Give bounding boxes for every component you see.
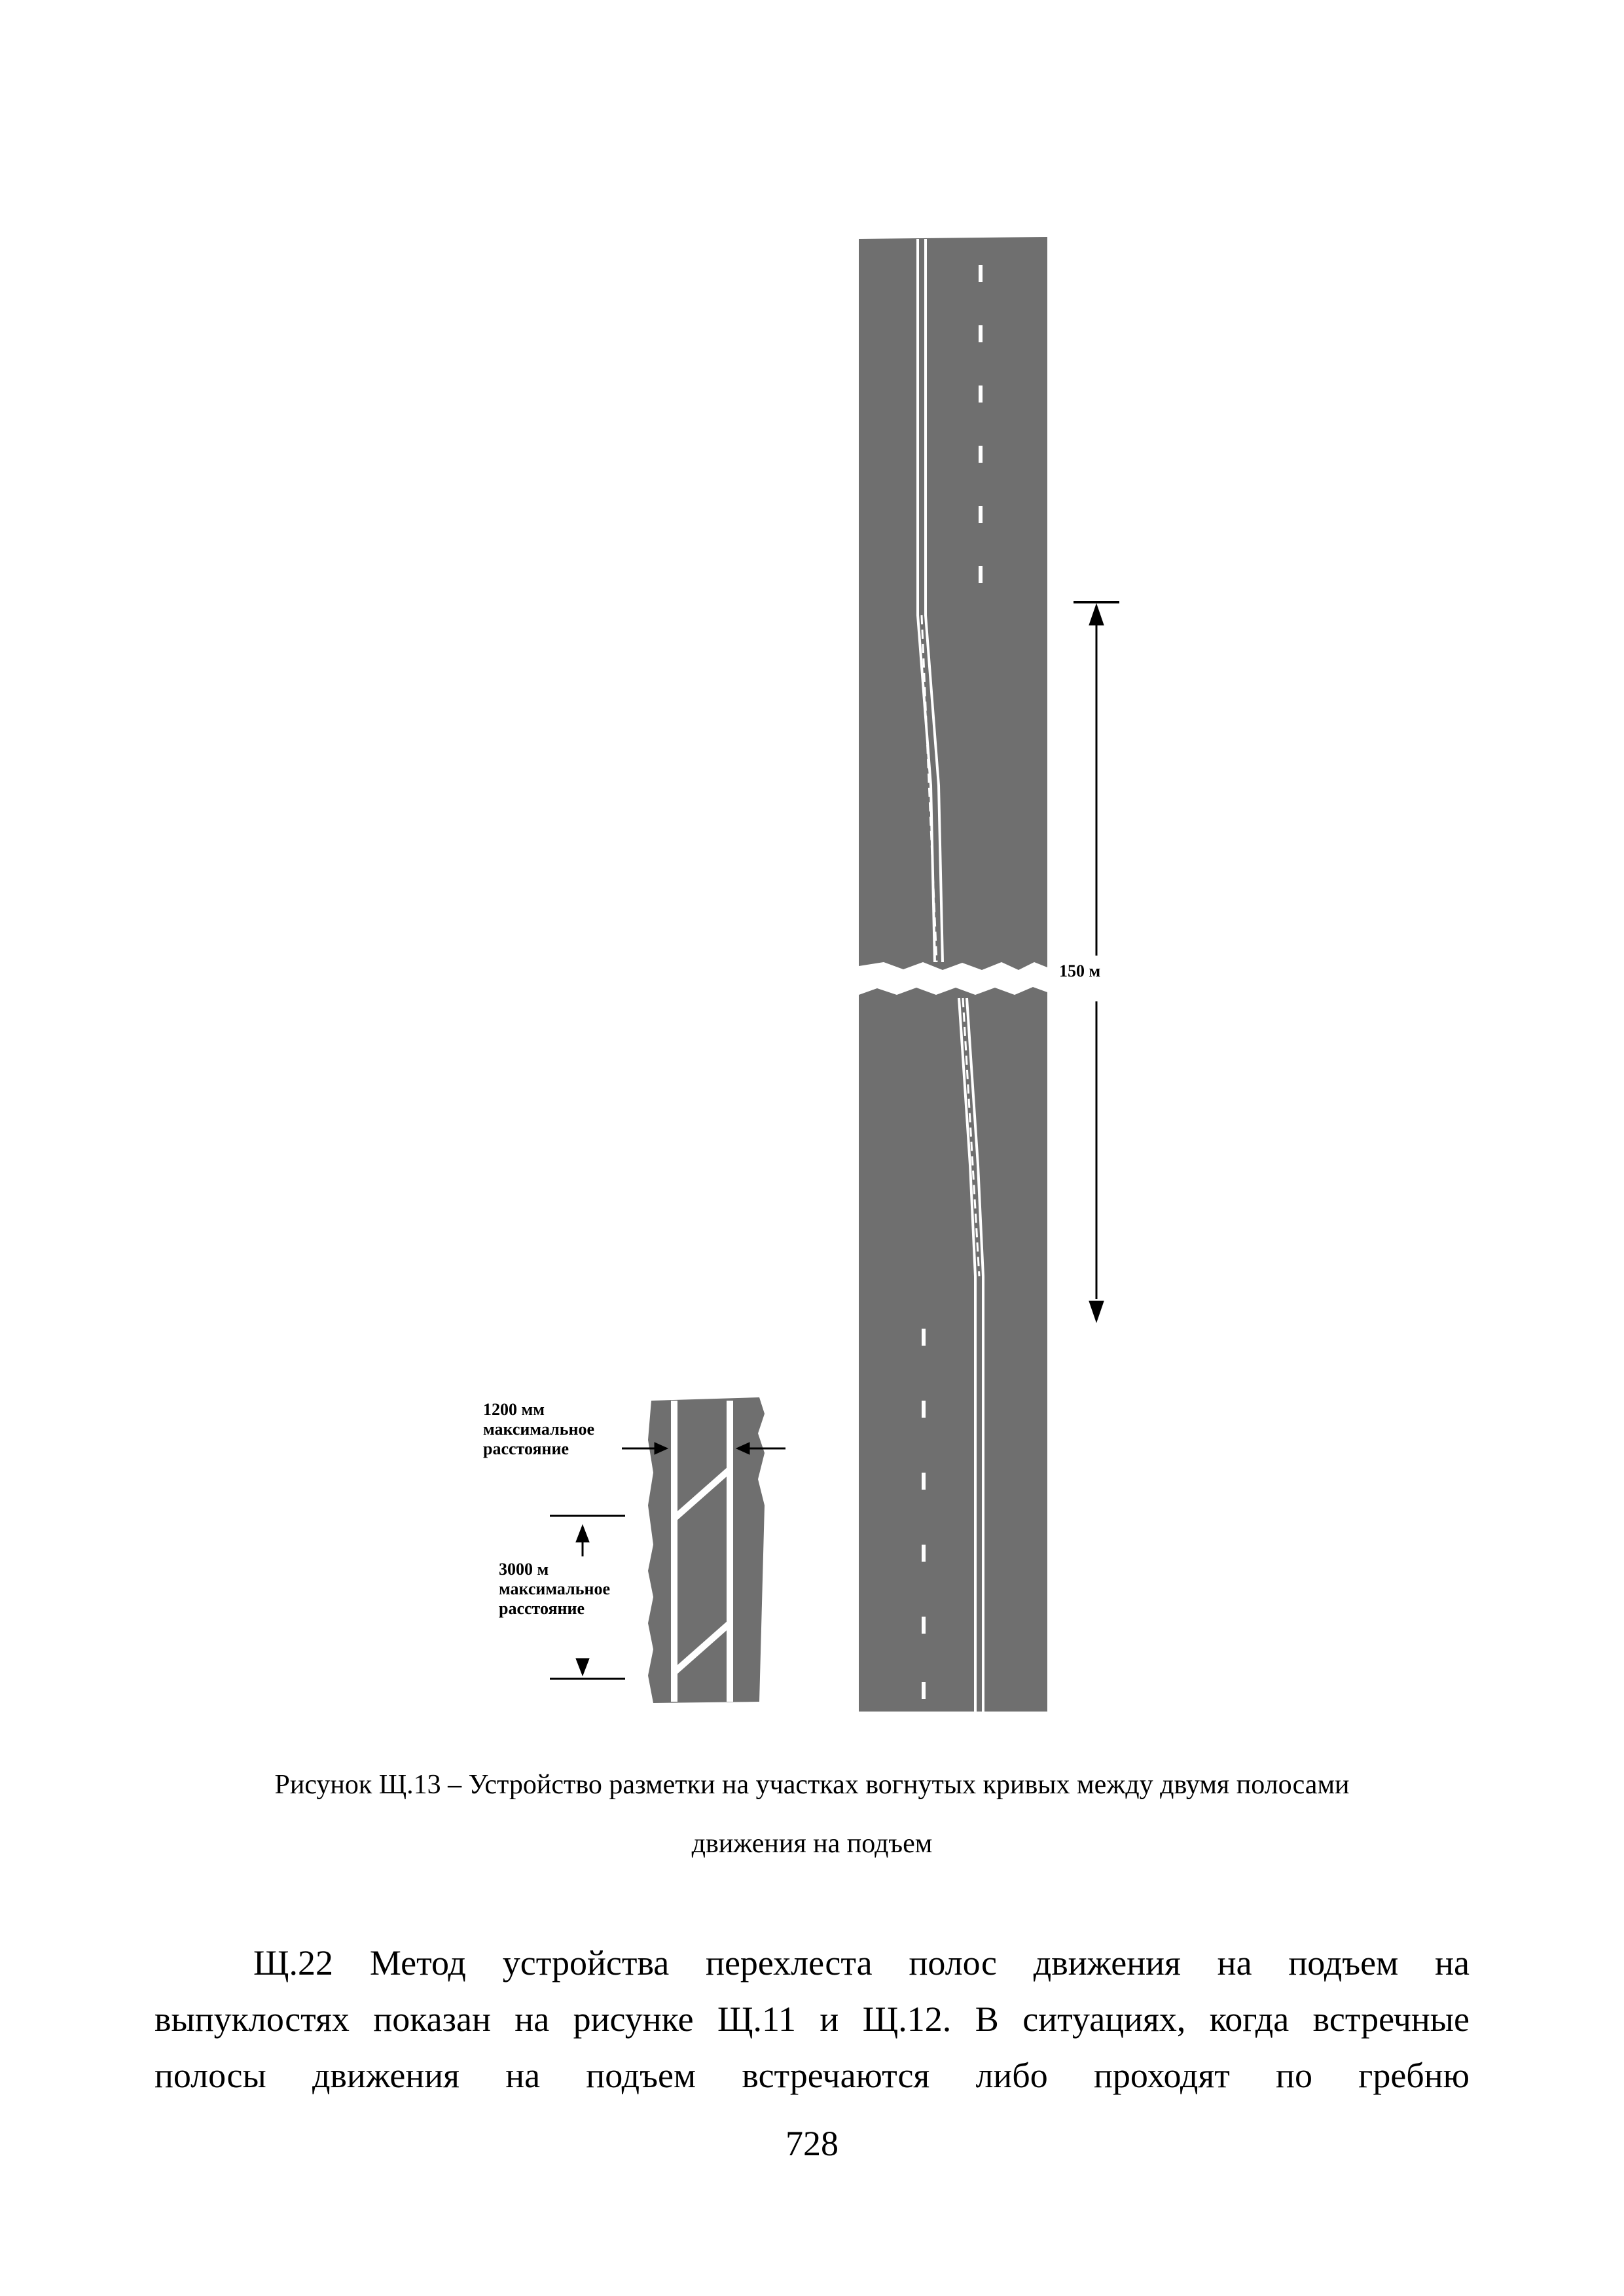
figure-caption-line2: движения на подъем <box>691 1829 933 1859</box>
paragraph-line2: выпуклостях показан на рисунке Щ.11 и Щ.12. В ситуациях, когда встречные <box>154 2000 1470 2039</box>
label-1200mm-line3: расстояние <box>483 1439 569 1458</box>
label-1200mm-line2: максимальное <box>483 1420 595 1439</box>
paragraph-line1: Щ.22 Метод устройства перехлеста полос движения на подъем на <box>253 1943 1470 1982</box>
label-1200mm-line1: 1200 мм <box>483 1400 545 1419</box>
page-number: 728 <box>785 2124 839 2163</box>
label-3000m-line2: максимальное <box>499 1579 611 1598</box>
label-3000m-line1: 3000 м <box>499 1560 549 1579</box>
label-3000m-line3: расстояние <box>499 1599 585 1618</box>
road-upper-segment <box>859 237 1047 970</box>
inset-road-strip <box>648 1397 765 1703</box>
label-150m: 150 м <box>1059 961 1101 980</box>
figure-caption-line1: Рисунок Щ.13 – Устройство разметки на участках вогнутых кривых между двумя полосами <box>274 1770 1350 1800</box>
road-lower-segment <box>859 987 1047 1712</box>
paragraph-line3: полосы движения на подъем встречаются либо проходят по гребню <box>154 2056 1470 2095</box>
